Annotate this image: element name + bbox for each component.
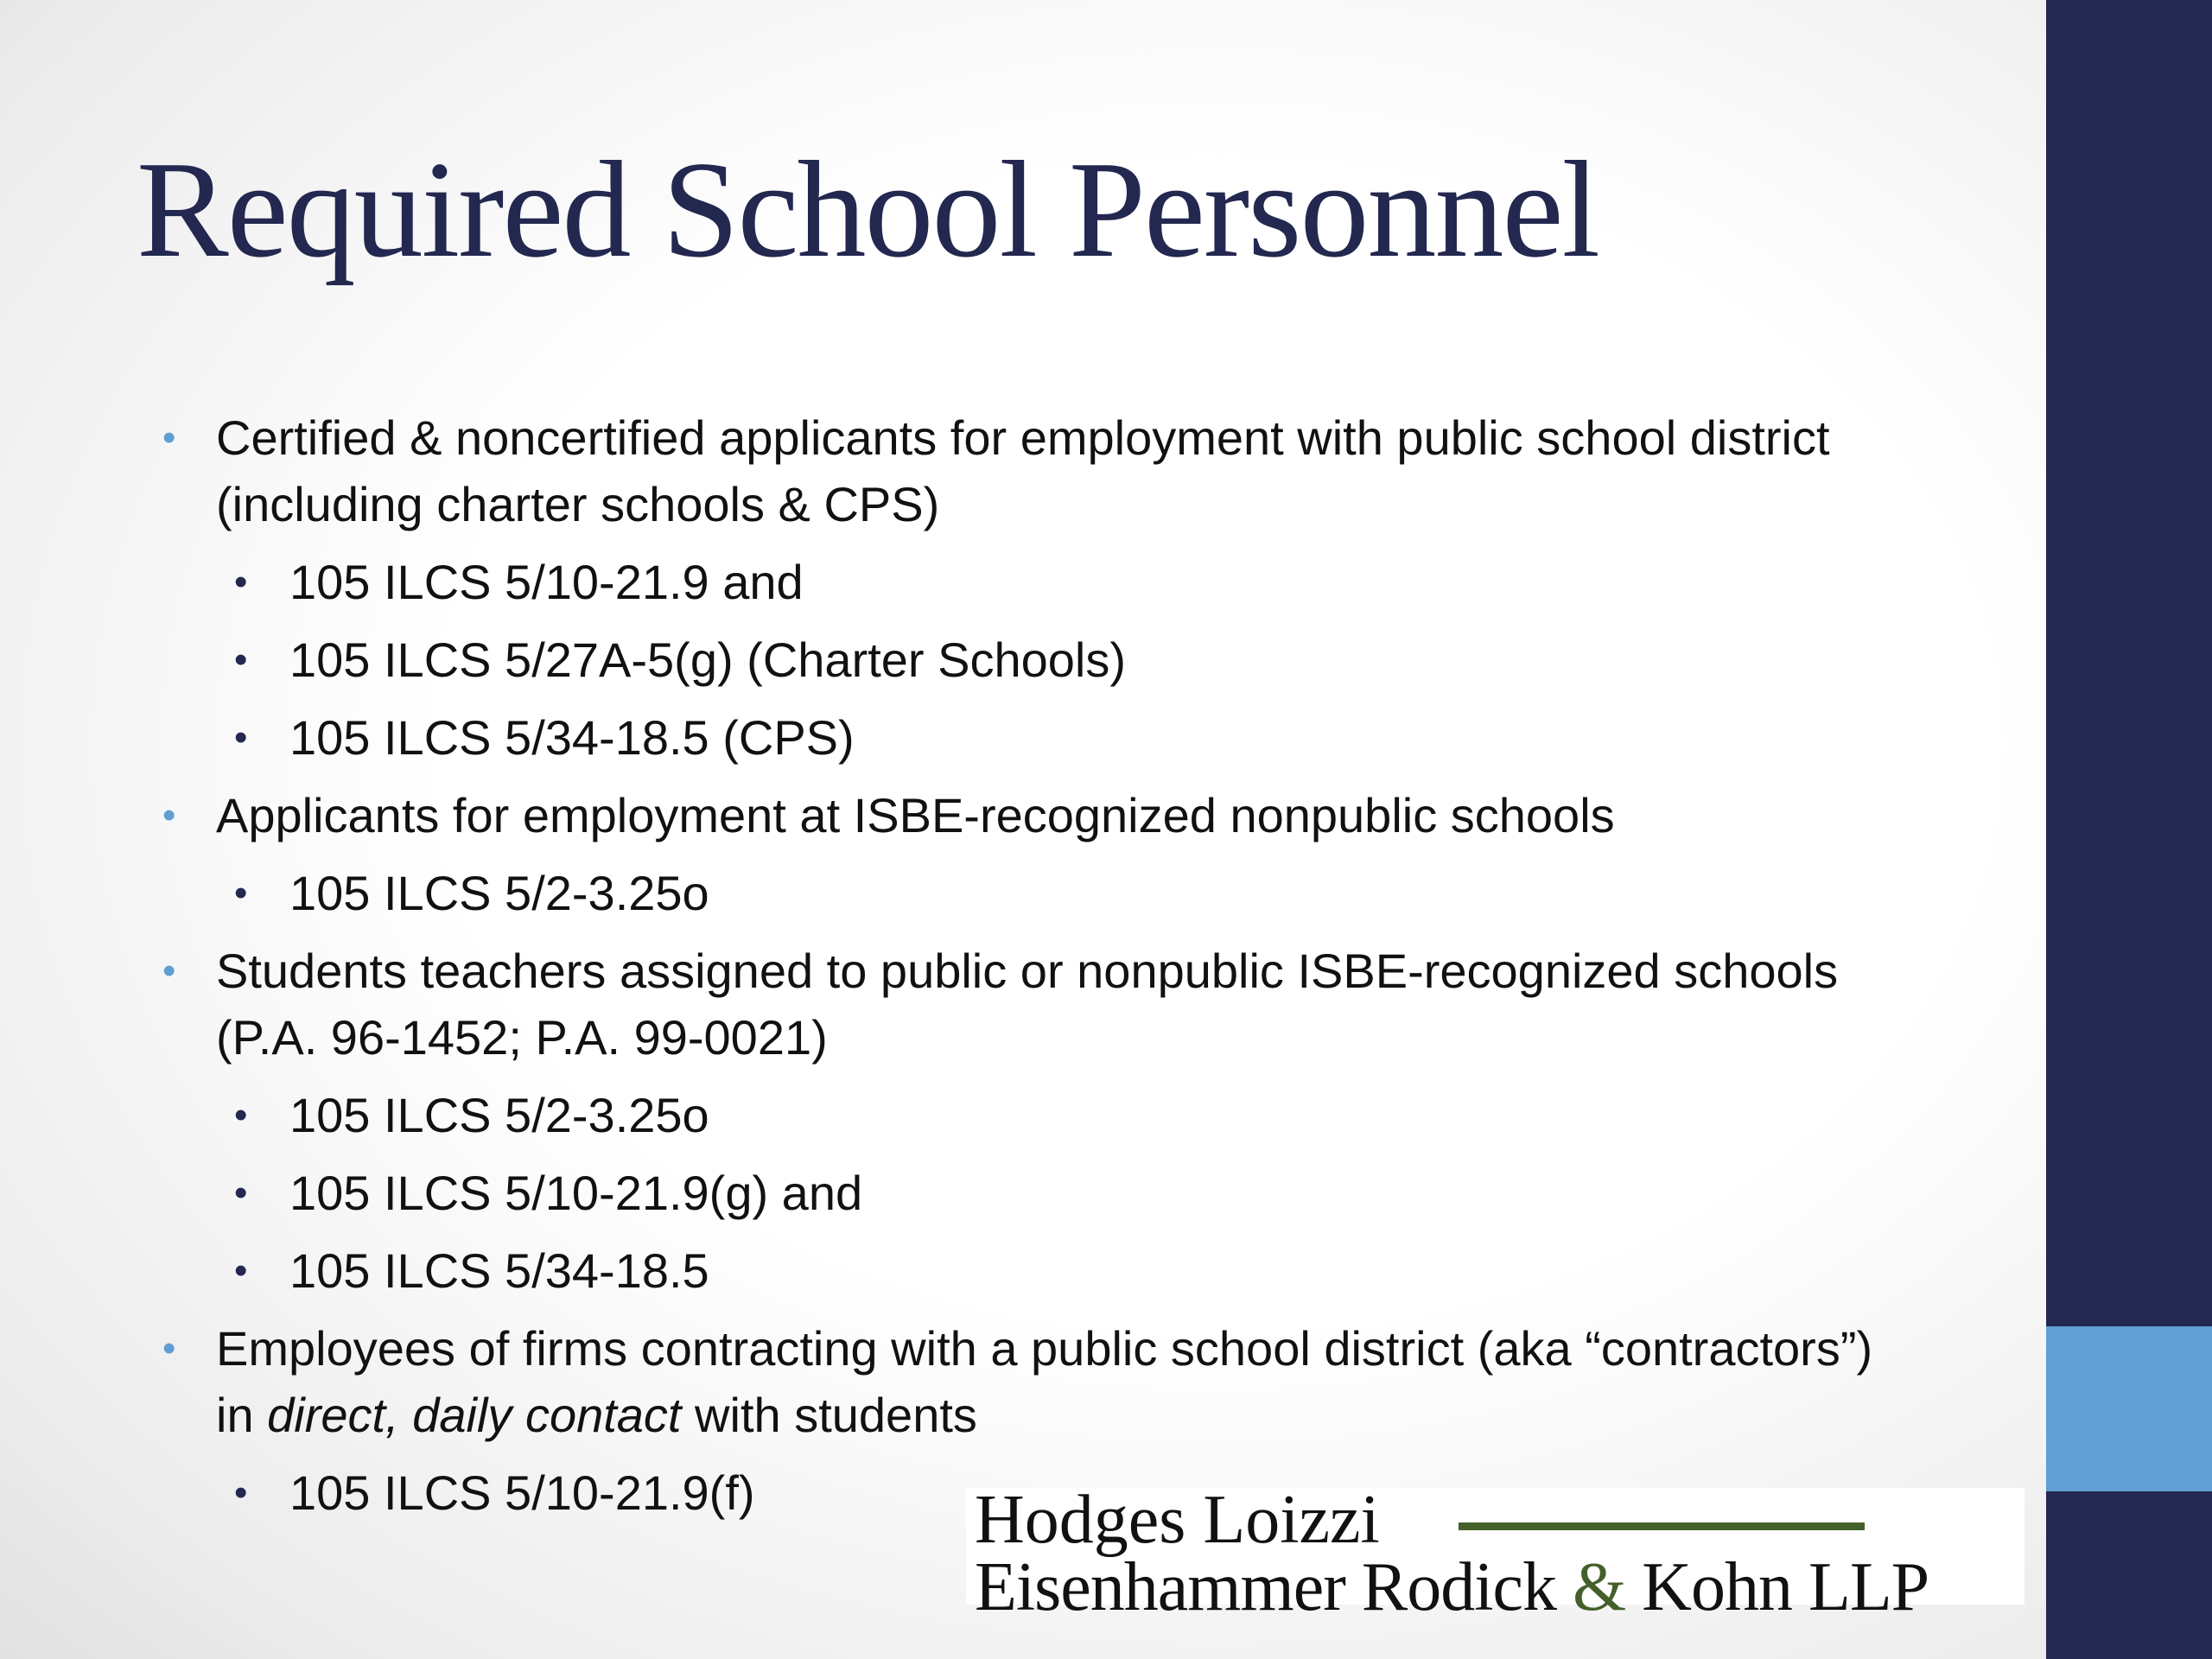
bullet-text-emphasis: direct, daily contact [267, 1388, 682, 1442]
sub-bullet-item [0, 549, 1987, 615]
bullet-text: with students [681, 1388, 977, 1442]
accent-band [2046, 1326, 2212, 1491]
sub-bullet-item [0, 1237, 1987, 1304]
bullet-icon: • [162, 416, 176, 459]
bullet-icon: • [162, 950, 176, 992]
bullet-item [0, 782, 1901, 849]
logo-text: Kohn LLP [1625, 1549, 1929, 1625]
bullet-icon: • [234, 1471, 248, 1514]
bullet-item [0, 404, 1901, 537]
bullet-text: Certified & noncertified applicants for employment with public school district (including charter schools & CPS) [216, 410, 1830, 531]
sub-bullet-item [0, 626, 1987, 693]
sub-bullet-item [0, 1082, 1987, 1148]
sub-bullet-item [0, 1160, 1987, 1226]
sub-bullet-item [0, 704, 1987, 771]
bullet-icon: • [234, 639, 248, 681]
firm-logo [966, 1482, 2024, 1625]
logo-ampersand: & [1572, 1549, 1626, 1625]
bullet-text: Applicants for employment at ISBE-recognized nonpublic schools [216, 788, 1615, 842]
sub-bullet-text: 105 ILCS 5/34-18.5 (CPS) [289, 710, 855, 765]
bullet-icon: • [234, 561, 248, 603]
bullet-text: Employees of firms contracting with a public school district (aka “contractors”) in [216, 1321, 1873, 1442]
sub-bullet-text: 105 ILCS 5/10-21.9(f) [289, 1465, 755, 1520]
sub-bullet-text: 105 ILCS 5/2-3.25o [289, 866, 709, 920]
sub-bullet-text: 105 ILCS 5/10-21.9 and [289, 555, 804, 609]
sub-bullet-text: 105 ILCS 5/34-18.5 [289, 1243, 709, 1298]
sub-bullet-text: 105 ILCS 5/27A-5(g) (Charter Schools) [289, 632, 1126, 687]
slide-content [0, 393, 1987, 1526]
slide-title: Required School Personnel [137, 132, 1599, 286]
sub-bullet-item [0, 860, 1987, 926]
bullet-text: Students teachers assigned to public or nonpublic ISBE-recognized schools (P.A. 96-1452; P.A. 99-0021) [216, 944, 1839, 1065]
sub-bullet-text: 105 ILCS 5/2-3.25o [289, 1088, 709, 1142]
bullet-list [0, 404, 1987, 1526]
logo-line-1: Hodges Loizzi [975, 1482, 1380, 1558]
bullet-icon: • [162, 794, 176, 836]
bullet-icon: • [234, 716, 248, 759]
bullet-item [0, 938, 1901, 1071]
bullet-icon: • [162, 1327, 176, 1370]
bullet-icon: • [234, 1249, 248, 1292]
logo-line-2 [975, 1548, 1929, 1627]
bullet-item [0, 1315, 1901, 1448]
bullet-icon: • [234, 1172, 248, 1214]
sub-bullet-text: 105 ILCS 5/10-21.9(g) and [289, 1166, 863, 1220]
bullet-icon: • [234, 1094, 248, 1136]
logo-text: Eisenhammer Rodick [975, 1549, 1573, 1625]
logo-rule [1459, 1522, 1865, 1530]
bullet-icon: • [234, 872, 248, 914]
